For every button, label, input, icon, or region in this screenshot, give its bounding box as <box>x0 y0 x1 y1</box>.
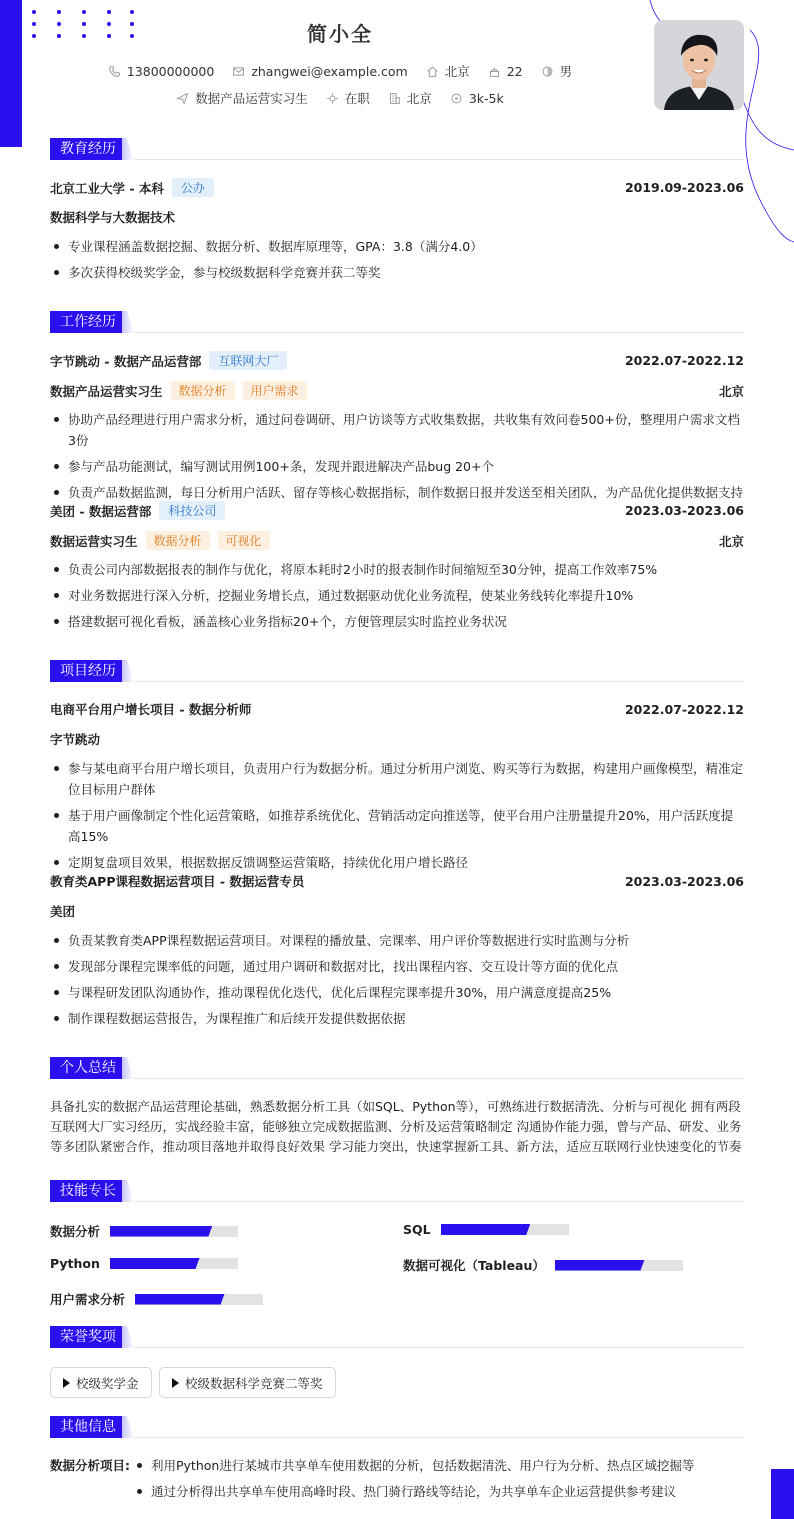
job-role: 数据产品运营实习生 <box>50 383 163 399</box>
job-intent-row <box>0 89 680 107</box>
skills-title: 技能专长 <box>50 1180 126 1202</box>
education-period: 2019.09-2023.06 <box>624 180 744 195</box>
position-text: 数据产品运营实习生 <box>195 91 308 106</box>
company-tag: 科技公司 <box>159 501 225 520</box>
project-period: 2023.03-2023.06 <box>624 873 744 889</box>
right-accent-bar <box>771 1469 794 1519</box>
status-text: 在职 <box>344 91 370 106</box>
skill-bar <box>441 1224 569 1235</box>
major-name: 数据科学与大数据技术 <box>50 210 176 225</box>
skill-name: 数据可视化（Tableau） <box>403 1258 545 1273</box>
skill-tag: 数据分析 <box>146 531 210 550</box>
list-item: 通过分析得出共享单车使用高峰时段、热门骑行路线等结论，为共享单车企业运营提供参考建议 <box>133 1481 744 1502</box>
phone-text: 13800000000 <box>126 63 215 79</box>
education-header <box>50 138 744 160</box>
phone-icon <box>108 65 121 78</box>
projects-title: 项目经历 <box>50 660 126 682</box>
other-bullets <box>133 1455 744 1507</box>
list-item: 多次获得校级奖学金，参与校级数据科学竞赛并获二等奖 <box>50 262 744 283</box>
building-icon <box>388 92 401 105</box>
skill-item <box>403 1222 569 1237</box>
city-item <box>426 62 470 80</box>
phone-item <box>108 64 214 79</box>
job-bullets <box>50 409 744 508</box>
project-name: 电商平台用户增长项目 - 数据分析师 <box>50 702 252 717</box>
list-item: 与课程研发团队沟通协作，推动课程优化迭代，优化后课程完课率提升30%，用户满意度提高25% <box>50 982 744 1003</box>
skill-name: 用户需求分析 <box>50 1292 126 1307</box>
mail-icon <box>232 65 245 78</box>
work-city-item <box>388 89 432 107</box>
age-text: 22 <box>506 63 523 79</box>
project-header-row <box>50 872 744 890</box>
award-badge <box>159 1367 336 1398</box>
project-header-row <box>50 700 744 718</box>
skill-tag: 可视化 <box>218 531 270 550</box>
salary-icon <box>450 92 463 105</box>
list-item: 利用Python进行某城市共享单车使用数据的分析，包括数据清洗、用户行为分析、热点区域挖掘等 <box>133 1455 744 1476</box>
gender-item <box>541 62 573 80</box>
other-header <box>50 1416 744 1438</box>
work-title: 工作经历 <box>50 311 126 333</box>
list-item: 协助产品经理进行用户需求分析，通过问卷调研、用户访谈等方式收集数据，共收集有效问卷500+份，整理用户需求文档3份 <box>50 409 744 451</box>
summary-text: 具备扎实的数据产品运营理论基础，熟悉数据分析工具（如SQL、Python等），可熟练进行数据清洗、分析与可视化 拥有两段互联网大厂实习经历，实战经验丰富，能够独立完成数据监测、分析及运营策略制定 沟通协作能力强，曾与产品、研发、业务等多团队紧密合作，推动项目落地并取得良好效果 学习能力突出，快速掌握新工具、新方法，适应互联网行业快速变化的节奏 <box>50 1099 742 1154</box>
award-label: 校级数据科学竞赛二等奖 <box>185 1375 323 1391</box>
company-name: 字节跳动 - 数据产品运营部 <box>50 353 202 369</box>
email-text: zhangwei@example.com <box>251 63 408 79</box>
project-name: 教育类APP课程数据运营项目 - 数据运营专员 <box>50 874 305 889</box>
skill-bar <box>110 1226 238 1237</box>
contact-row <box>0 62 680 80</box>
list-item: 对业务数据进行深入分析，挖掘业务增长点，通过数据驱动优化业务流程，使某业务线转化率提升10% <box>50 585 744 606</box>
list-item: 负责某教育类APP课程数据运营项目。对课程的播放量、完课率、用户评价等数据进行实时监测与分析 <box>50 930 744 951</box>
position-item <box>176 89 308 107</box>
school-name: 北京工业大学 - 本科 <box>50 180 164 196</box>
status-item <box>326 89 370 107</box>
gender-icon <box>541 65 554 78</box>
skill-item <box>403 1256 683 1274</box>
skill-bar-fill <box>441 1224 531 1235</box>
summary-header <box>50 1057 744 1079</box>
list-item: 定期复盘项目效果，根据数据反馈调整运营策略，持续优化用户增长路径 <box>50 852 744 873</box>
other-label: 数据分析项目: <box>50 1458 130 1473</box>
skill-item <box>50 1222 238 1240</box>
awards-section <box>50 1326 744 1348</box>
age-item <box>488 64 523 79</box>
project-bullets <box>50 930 744 1034</box>
job-header-row <box>50 351 744 370</box>
profile-photo <box>654 20 744 110</box>
award-badge <box>50 1367 152 1398</box>
project-org-row <box>50 730 744 748</box>
awards-header <box>50 1326 744 1348</box>
salary-text: 3k-5k <box>468 90 504 106</box>
skill-bar <box>110 1258 238 1269</box>
other-section <box>50 1416 744 1438</box>
skill-tag: 用户需求 <box>243 381 307 400</box>
list-item: 发现部分课程完课率低的问题，通过用户调研和数据对比，找出课程内容、交互设计等方面的优化点 <box>50 956 744 977</box>
skill-name: Python <box>50 1256 100 1271</box>
status-icon <box>326 92 339 105</box>
work-header <box>50 311 744 333</box>
skill-bar <box>135 1294 263 1305</box>
project-org: 字节跳动 <box>50 732 101 747</box>
skill-name: SQL <box>403 1222 431 1237</box>
education-section <box>50 138 744 280</box>
skills-header <box>50 1180 744 1202</box>
job-period: 2023.03-2023.06 <box>624 503 744 518</box>
skill-bar-fill <box>135 1294 225 1305</box>
skill-item <box>50 1256 238 1271</box>
projects-section <box>50 660 744 1026</box>
job-role-row <box>50 381 744 400</box>
company-name: 美团 - 数据运营部 <box>50 503 152 519</box>
project-bullets <box>50 758 744 878</box>
work-city-text: 北京 <box>406 91 432 106</box>
project-period: 2022.07-2022.12 <box>624 701 744 717</box>
gender-text: 男 <box>559 64 573 79</box>
list-item: 参与产品功能测试，编写测试用例100+条，发现并跟进解决产品bug 20+个 <box>50 456 744 477</box>
award-label: 校级奖学金 <box>76 1375 139 1391</box>
skill-bar-fill <box>110 1258 200 1269</box>
education-bullets <box>50 236 744 288</box>
candidate-name: 简小全 <box>307 22 373 46</box>
project-org-row <box>50 902 744 920</box>
list-item: 制作课程数据运营报告，为课程推广和后续开发提供数据依据 <box>50 1008 744 1029</box>
skill-name: 数据分析 <box>50 1224 101 1239</box>
list-item: 负责产品数据监测，每日分析用户活跃、留存等核心数据指标，制作数据日报并发送至相关团队，为产品优化提供数据支持 <box>50 482 744 503</box>
list-item: 搭建数据可视化看板，涵盖核心业务指标20+个，方便管理层实时监控业务状况 <box>50 611 744 632</box>
job-role: 数据运营实习生 <box>50 533 138 549</box>
education-row <box>50 178 744 197</box>
awards-title: 荣誉奖项 <box>50 1326 126 1348</box>
email-item <box>232 64 407 79</box>
skill-item <box>50 1290 263 1308</box>
summary-title: 个人总结 <box>50 1057 126 1079</box>
list-item: 专业课程涵盖数据挖掘、数据分析、数据库原理等，GPA：3.8（满分4.0） <box>50 236 744 257</box>
projects-header <box>50 660 744 682</box>
job-bullets <box>50 559 744 637</box>
other-title: 其他信息 <box>50 1416 126 1438</box>
home-icon <box>426 65 439 78</box>
salary-item <box>450 91 504 106</box>
job-header-row <box>50 501 744 520</box>
major-row <box>50 208 744 226</box>
skill-tag: 数据分析 <box>171 381 235 400</box>
job-period: 2022.07-2022.12 <box>624 353 744 368</box>
skill-bar <box>555 1260 683 1271</box>
play-triangle-icon <box>172 1378 179 1388</box>
project-org: 美团 <box>50 904 76 919</box>
school-tag: 公办 <box>172 178 214 197</box>
work-section <box>50 311 744 629</box>
job-location: 北京 <box>718 383 744 399</box>
list-item: 参与某电商平台用户增长项目，负责用户行为数据分析。通过分析用户浏览、购买等行为数据，构建用户画像模型，精准定位目标用户群体 <box>50 758 744 800</box>
play-triangle-icon <box>63 1378 70 1388</box>
company-tag: 互联网大厂 <box>209 351 287 370</box>
skill-bar-fill <box>110 1226 212 1237</box>
list-item: 基于用户画像制定个性化运营策略，如推荐系统优化、营销活动定向推送等，使平台用户注册量提升20%，用户活跃度提高15% <box>50 805 744 847</box>
job-location: 北京 <box>718 533 744 549</box>
list-item: 负责公司内部数据报表的制作与优化，将原本耗时2小时的报表制作时间缩短至30分钟，提高工作效率75% <box>50 559 744 580</box>
education-title: 教育经历 <box>50 138 126 160</box>
send-icon <box>176 92 189 105</box>
city-text: 北京 <box>444 64 470 79</box>
skills-section <box>50 1180 744 1202</box>
summary-section <box>50 1057 744 1079</box>
job-role-row <box>50 531 744 550</box>
age-icon <box>488 65 501 78</box>
skill-bar-fill <box>555 1260 645 1271</box>
